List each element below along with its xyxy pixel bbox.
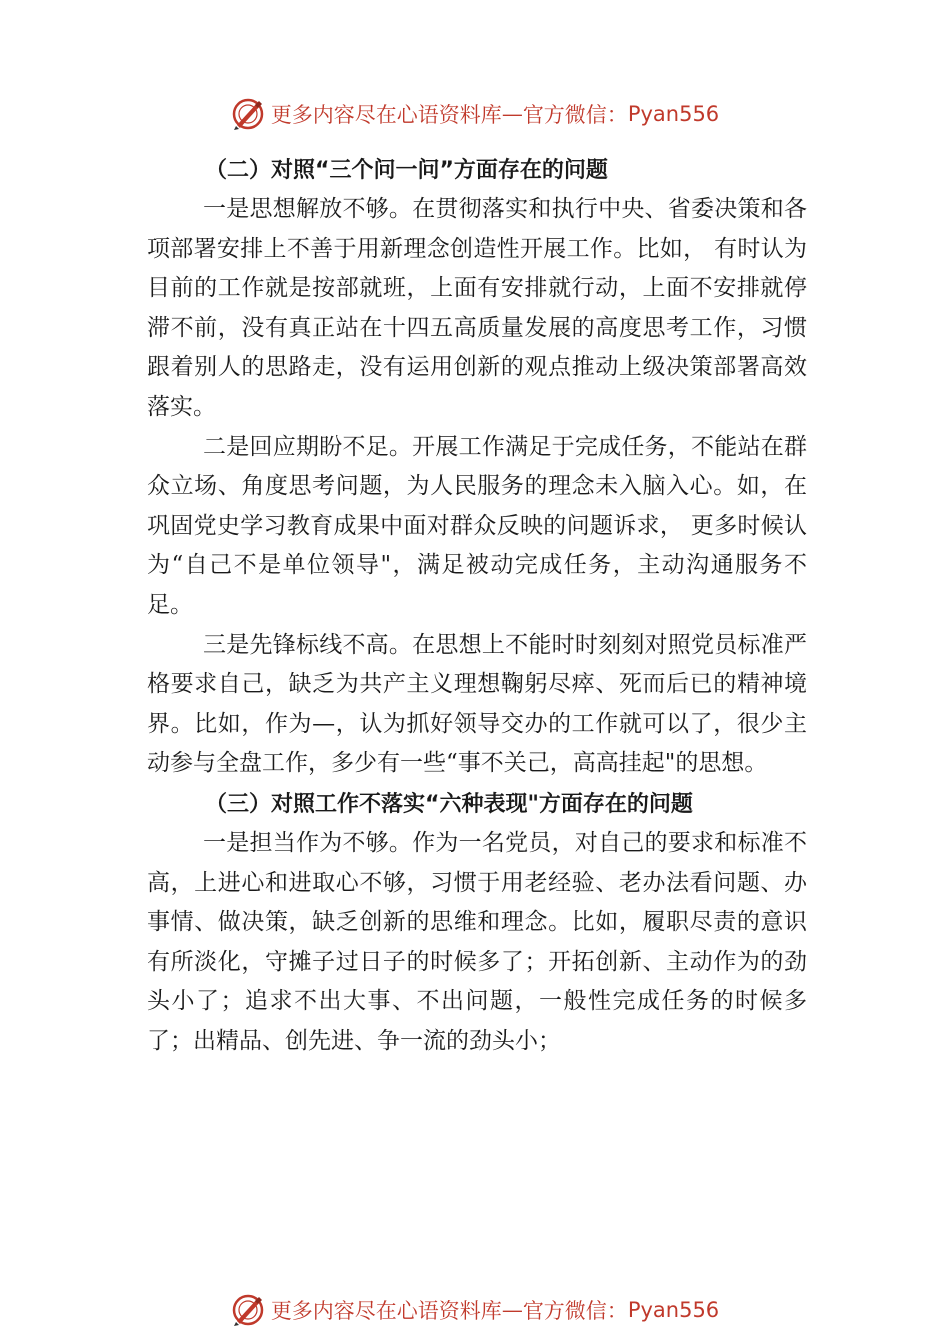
- paragraph: 一是思想解放不够。在贯彻落实和执行中央、省委决策和各项部署安排上不善于用新理念创造性开展工作。比如， 有时认为目前的工作就是按部就班，上面有安排就行动，上面不安排就停滞不前，没有真正站在十四五高质量发展的高度思考工作，习惯跟着别人的思路走，没有运用创新的观点推动上级决策部署高效落实。: [147, 196, 807, 420]
- watermark-title: 更多内容尽在心语资料库: [270, 103, 502, 127]
- watermark-wechat-id: Pyan556: [627, 1298, 720, 1322]
- watermark-title: 更多内容尽在心语资料库: [270, 1299, 502, 1323]
- paragraph: 三是先锋标线不高。在思想上不能时时刻刻对照党员标准严格要求自己，缺乏为共产主义理想鞠躬尽瘁、死而后已的精神境界。比如，作为—，认为抓好领导交办的工作就可以了，很少主动参与全盘工作，多少有一些“事不关己，高高挂起"的思想。: [147, 631, 807, 777]
- watermark-separator: —: [501, 1298, 523, 1322]
- watermark-separator: —: [501, 102, 523, 126]
- header-watermark: [0, 94, 950, 134]
- pen-seal-logo-icon: [231, 97, 265, 131]
- document-body: [147, 150, 807, 1061]
- watermark-wechat-label: 官方微信：: [522, 1299, 628, 1323]
- pen-seal-logo-icon: [231, 1293, 265, 1327]
- section-heading: （三）对照工作不落实“六种表现"方面存在的问题: [205, 791, 693, 817]
- watermark-wechat-label: 官方微信：: [522, 103, 628, 127]
- watermark-wechat-id: Pyan556: [627, 102, 720, 126]
- footer-watermark: [0, 1290, 950, 1330]
- section-heading: （二）对照“三个问一问”方面存在的问题: [205, 158, 608, 183]
- paragraph: 二是回应期盼不足。开展工作满足于完成任务，不能站在群众立场、角度思考问题，为人民服务的理念未入脑入心。如，在巩固党史学习教育成果中面对群众反映的问题诉求， 更多时候认为“自己不是单位领导"，满足被动完成任务，主动沟通服务不足。: [147, 433, 807, 618]
- paragraph: 一是担当作为不够。作为一名党员，对自己的要求和标准不高，上进心和进取心不够，习惯于用老经验、老办法看问题、办事情、做决策，缺乏创新的思维和理念。比如，履职尽责的意识有所淡化，守摊子过日子的时候多了；开拓创新、主动作为的劲头小了；追求不出大事、不出问题，一般性完成任务的时候多了；出精品、创先进、争一流的劲头小；: [147, 829, 807, 1054]
